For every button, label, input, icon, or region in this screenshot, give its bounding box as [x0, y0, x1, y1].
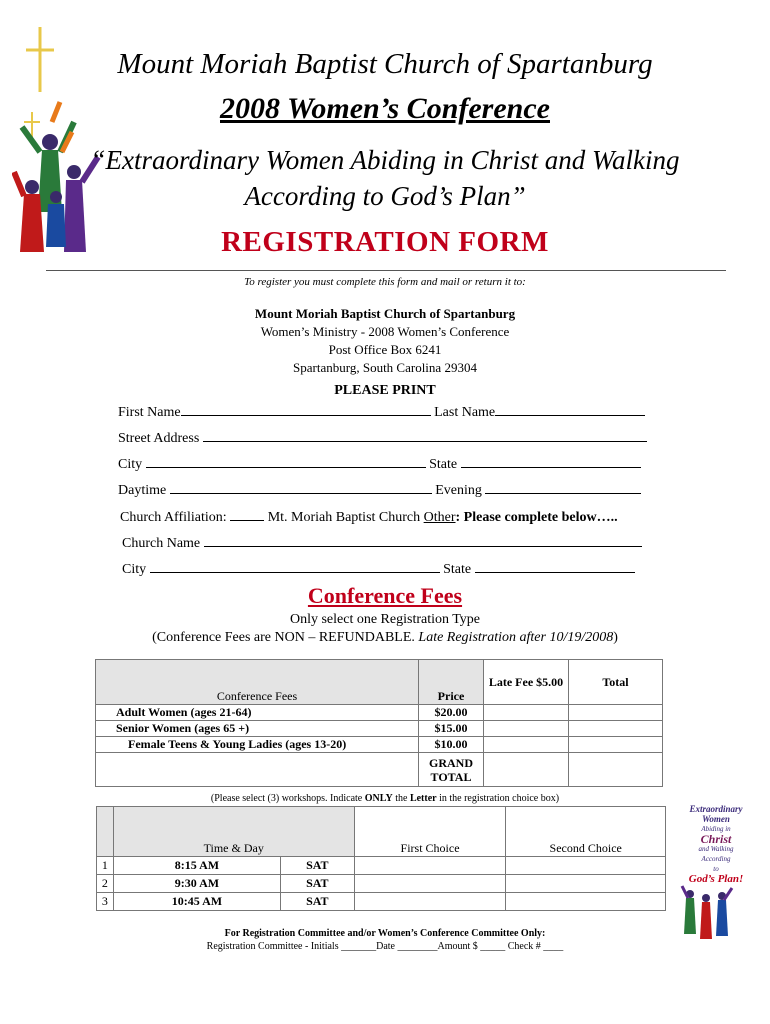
fees-header-row	[96, 660, 663, 705]
last-name-label: Last Name	[434, 405, 496, 420]
second-choice-cell[interactable]	[506, 893, 666, 911]
fee-price: $10.00	[419, 737, 484, 753]
conference-title: 2008 Women’s Conference	[220, 92, 550, 125]
conference-fees-heading: Conference Fees	[307, 583, 463, 608]
late-fee-cell[interactable]	[484, 705, 569, 721]
registration-form-title: REGISTRATION FORM	[221, 226, 549, 258]
table-row	[97, 857, 666, 875]
phone-row	[118, 479, 641, 499]
logo-line: and Walking	[698, 845, 734, 853]
city-label: City	[118, 457, 143, 472]
instructions-text: To register you must complete this form and mail or return it to:	[244, 276, 526, 288]
name-row	[118, 401, 645, 421]
grand-total-cell[interactable]	[569, 753, 663, 787]
col-total: Total	[569, 660, 663, 705]
note-end: in the registration choice box)	[436, 793, 560, 804]
church-name-label: Church Name	[122, 536, 201, 551]
col-time-day: Time & Day	[113, 807, 354, 857]
first-choice-cell[interactable]	[354, 857, 506, 875]
church-state-field[interactable]	[475, 558, 635, 573]
table-row	[97, 875, 666, 893]
state-label: State	[429, 457, 458, 472]
late-registration-note: Late Registration after 10/19/2008	[418, 630, 614, 645]
logo-line: Christ	[700, 832, 732, 846]
workshop-time: 9:30 AM	[113, 875, 280, 893]
workshop-day: SAT	[280, 875, 354, 893]
note-letter: Letter	[409, 793, 437, 804]
fee-price: $15.00	[419, 721, 484, 737]
workshop-number: 2	[97, 875, 114, 893]
fees-subtitle-line-2	[0, 629, 770, 647]
theme-line-2: According to God’s Plan”	[244, 181, 526, 211]
church-city-field[interactable]	[150, 558, 440, 573]
empty-cell	[96, 753, 419, 787]
city-state-row	[118, 453, 641, 473]
note-start: (Please select (3) workshops. Indicate	[210, 793, 365, 804]
logo-line: God’s Plan!	[688, 873, 744, 885]
theme-line-1: “Extraordinary Women Abiding in Christ and Walking	[90, 145, 680, 175]
church-city-row	[122, 558, 635, 578]
street-address-label: Street Address	[118, 431, 200, 446]
workshops-table	[96, 806, 666, 911]
logo-line: Extraordinary Women	[689, 804, 743, 824]
fees-subtitle-line-1: Only select one Registration Type	[289, 612, 481, 627]
col-price: Price	[419, 660, 484, 705]
church-name-row	[122, 532, 642, 552]
table-row	[96, 721, 663, 737]
col-late-fee: Late Fee $5.00	[484, 660, 569, 705]
street-address-field[interactable]	[203, 427, 647, 442]
other-label: Other	[423, 510, 456, 525]
divider	[46, 270, 726, 271]
address-line-2: Post Office Box 6241	[328, 342, 442, 357]
col-conference-fees: Conference Fees	[96, 660, 419, 705]
workshop-number: 1	[97, 857, 114, 875]
address-name: Mount Moriah Baptist Church of Spartanburg	[254, 306, 516, 321]
committee-fields: Registration Committee - Initials _______Date ________Amount $ _____ Check # ____	[206, 941, 564, 952]
grand-total-label: GRAND TOTAL	[419, 753, 484, 787]
address-line-1: Women’s Ministry - 2008 Women’s Conference	[260, 324, 510, 339]
grand-late-cell[interactable]	[484, 753, 569, 787]
daytime-label: Daytime	[118, 483, 167, 498]
col-second-choice: Second Choice	[506, 807, 666, 857]
first-name-field[interactable]	[181, 401, 431, 416]
workshop-time: 8:15 AM	[113, 857, 280, 875]
affiliation-checkbox-line[interactable]	[230, 506, 264, 521]
note-only: ONLY	[364, 793, 393, 804]
please-print-label: PLEASE PRINT	[334, 383, 436, 398]
total-cell[interactable]	[569, 737, 663, 753]
first-name-label: First Name	[118, 405, 181, 420]
daytime-phone-field[interactable]	[170, 479, 432, 494]
second-choice-cell[interactable]	[506, 875, 666, 893]
fee-type-label: Adult Women (ages 21-64)	[96, 705, 419, 721]
address-line-3: Spartanburg, South Carolina 29304	[293, 360, 477, 375]
table-row	[97, 893, 666, 911]
table-row	[96, 705, 663, 721]
fee-type-label: Female Teens & Young Ladies (ages 13-20)	[96, 737, 419, 753]
logo-line: to	[713, 865, 719, 873]
workshop-time: 10:45 AM	[113, 893, 280, 911]
church-state-label: State	[443, 562, 472, 577]
city-field[interactable]	[146, 453, 426, 468]
please-complete-below: : Please complete below…..	[455, 510, 618, 525]
fee-price: $20.00	[419, 705, 484, 721]
church-affiliation-label: Church Affiliation:	[120, 510, 227, 525]
affiliation-option-label: Mt. Moriah Baptist Church	[267, 510, 421, 525]
logo-line: Abiding in	[701, 825, 731, 833]
evening-label: Evening	[435, 483, 482, 498]
fees-table	[95, 659, 663, 787]
note-mid: the	[392, 793, 410, 804]
church-name-field[interactable]	[204, 532, 642, 547]
fees-subtitle	[0, 611, 770, 647]
first-choice-cell[interactable]	[354, 875, 506, 893]
workshops-header-row	[97, 807, 666, 857]
fee-type-label: Senior Women (ages 65 +)	[96, 721, 419, 737]
last-name-field[interactable]	[495, 401, 645, 416]
table-row	[96, 737, 663, 753]
late-fee-cell[interactable]	[484, 721, 569, 737]
mailing-address	[0, 305, 770, 377]
committee-footer	[0, 927, 770, 953]
committee-title: For Registration Committee and/or Women’s Conference Committee Only:	[224, 928, 546, 939]
workshop-day: SAT	[280, 857, 354, 875]
evening-phone-field[interactable]	[485, 479, 641, 494]
workshop-day: SAT	[280, 893, 354, 911]
total-cell[interactable]	[569, 721, 663, 737]
affiliation-row	[120, 506, 618, 526]
church-city-label: City	[122, 562, 147, 577]
second-choice-cell[interactable]	[506, 857, 666, 875]
total-cell[interactable]	[569, 705, 663, 721]
late-fee-cell[interactable]	[484, 737, 569, 753]
workshop-note	[0, 793, 770, 804]
num-header	[97, 807, 114, 857]
col-first-choice: First Choice	[354, 807, 506, 857]
church-name-heading: Mount Moriah Baptist Church of Spartanburg	[117, 48, 653, 80]
first-choice-cell[interactable]	[354, 893, 506, 911]
street-row	[118, 427, 647, 447]
state-field[interactable]	[461, 453, 641, 468]
refund-note: (Conference Fees are NON – REFUNDABLE.	[152, 630, 419, 645]
logo-line: According	[701, 855, 731, 863]
grand-total-row	[96, 753, 663, 787]
workshop-number: 3	[97, 893, 114, 911]
conference-theme	[0, 142, 770, 214]
paren-close: )	[613, 630, 618, 645]
